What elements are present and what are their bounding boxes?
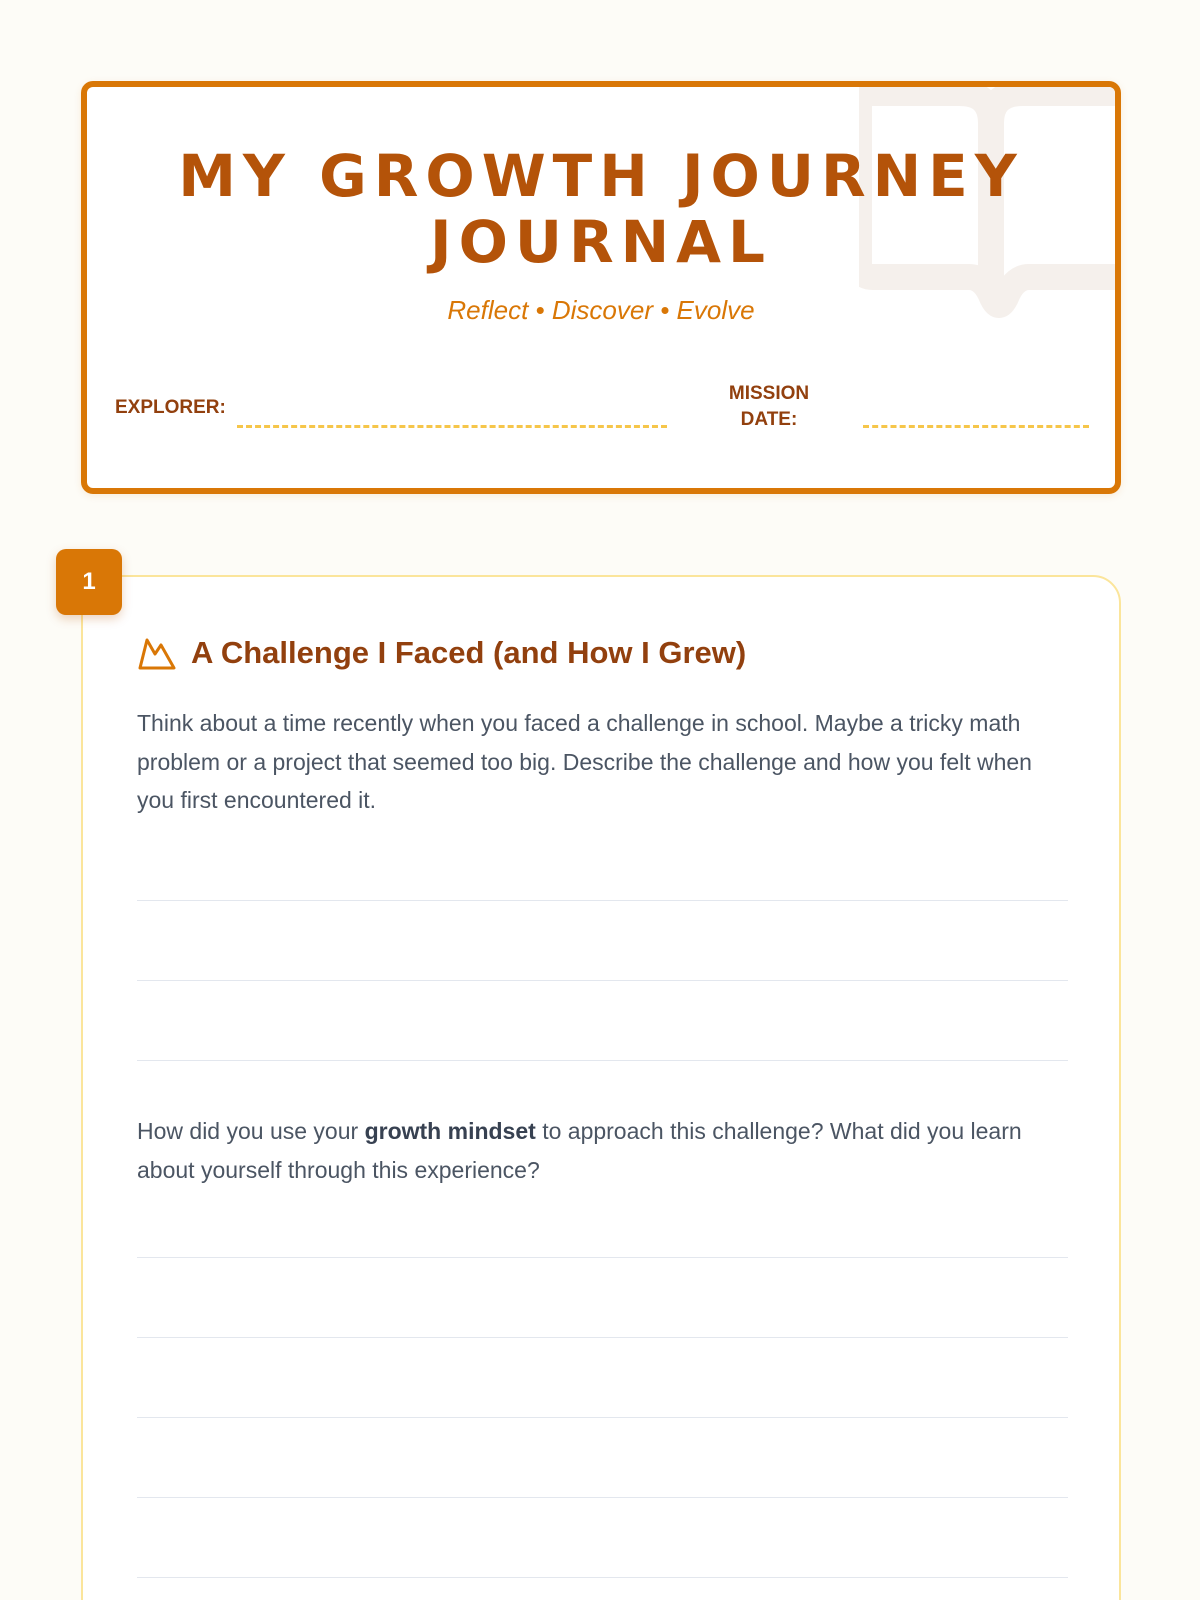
title-line-1: MY GROWTH JOURNEY xyxy=(178,142,1024,210)
explorer-name-field[interactable] xyxy=(237,425,667,428)
mountain-icon xyxy=(137,635,177,671)
prompt-challenge-description: Think about a time recently when you faced a challenge in school. Maybe a tricky math problem or a project that seemed too big. Describe the challenge and how you felt when you first encountered it. xyxy=(137,710,1032,813)
writing-line[interactable] xyxy=(137,980,1068,981)
title-line-2: JOURNAL xyxy=(429,208,773,276)
section-number-badge: 1 xyxy=(56,549,122,615)
writing-line[interactable] xyxy=(137,900,1068,901)
writing-line[interactable] xyxy=(137,1497,1068,1498)
section-title: A Challenge I Faced (and How I Grew) xyxy=(191,635,747,670)
mission-label-line-2: DATE: xyxy=(740,409,798,430)
writing-line[interactable] xyxy=(137,1577,1068,1578)
journal-subtitle: Reflect • Discover • Evolve xyxy=(447,295,755,325)
journal-header-card xyxy=(81,81,1121,494)
section-heading xyxy=(137,635,746,671)
writing-line[interactable] xyxy=(137,1337,1068,1338)
prompt-growth-mindset xyxy=(137,1112,1067,1189)
journal-title xyxy=(87,143,1115,275)
writing-line[interactable] xyxy=(137,1060,1068,1061)
mission-date-label xyxy=(709,381,829,433)
prompt2-text-end: to approach this challenge? What did you learn about yourself through this experience? xyxy=(137,1118,1022,1183)
growth-mindset-emphasis: growth mindset xyxy=(364,1118,536,1144)
mission-label-line-1: MISSION xyxy=(728,383,810,404)
mission-date-field[interactable] xyxy=(863,425,1089,428)
writing-line[interactable] xyxy=(137,1417,1068,1418)
writing-line[interactable] xyxy=(137,1257,1068,1258)
explorer-label: EXPLORER: xyxy=(115,397,226,418)
section-card-challenge xyxy=(81,575,1121,1600)
prompt2-text-start: How did you use your xyxy=(137,1118,365,1144)
